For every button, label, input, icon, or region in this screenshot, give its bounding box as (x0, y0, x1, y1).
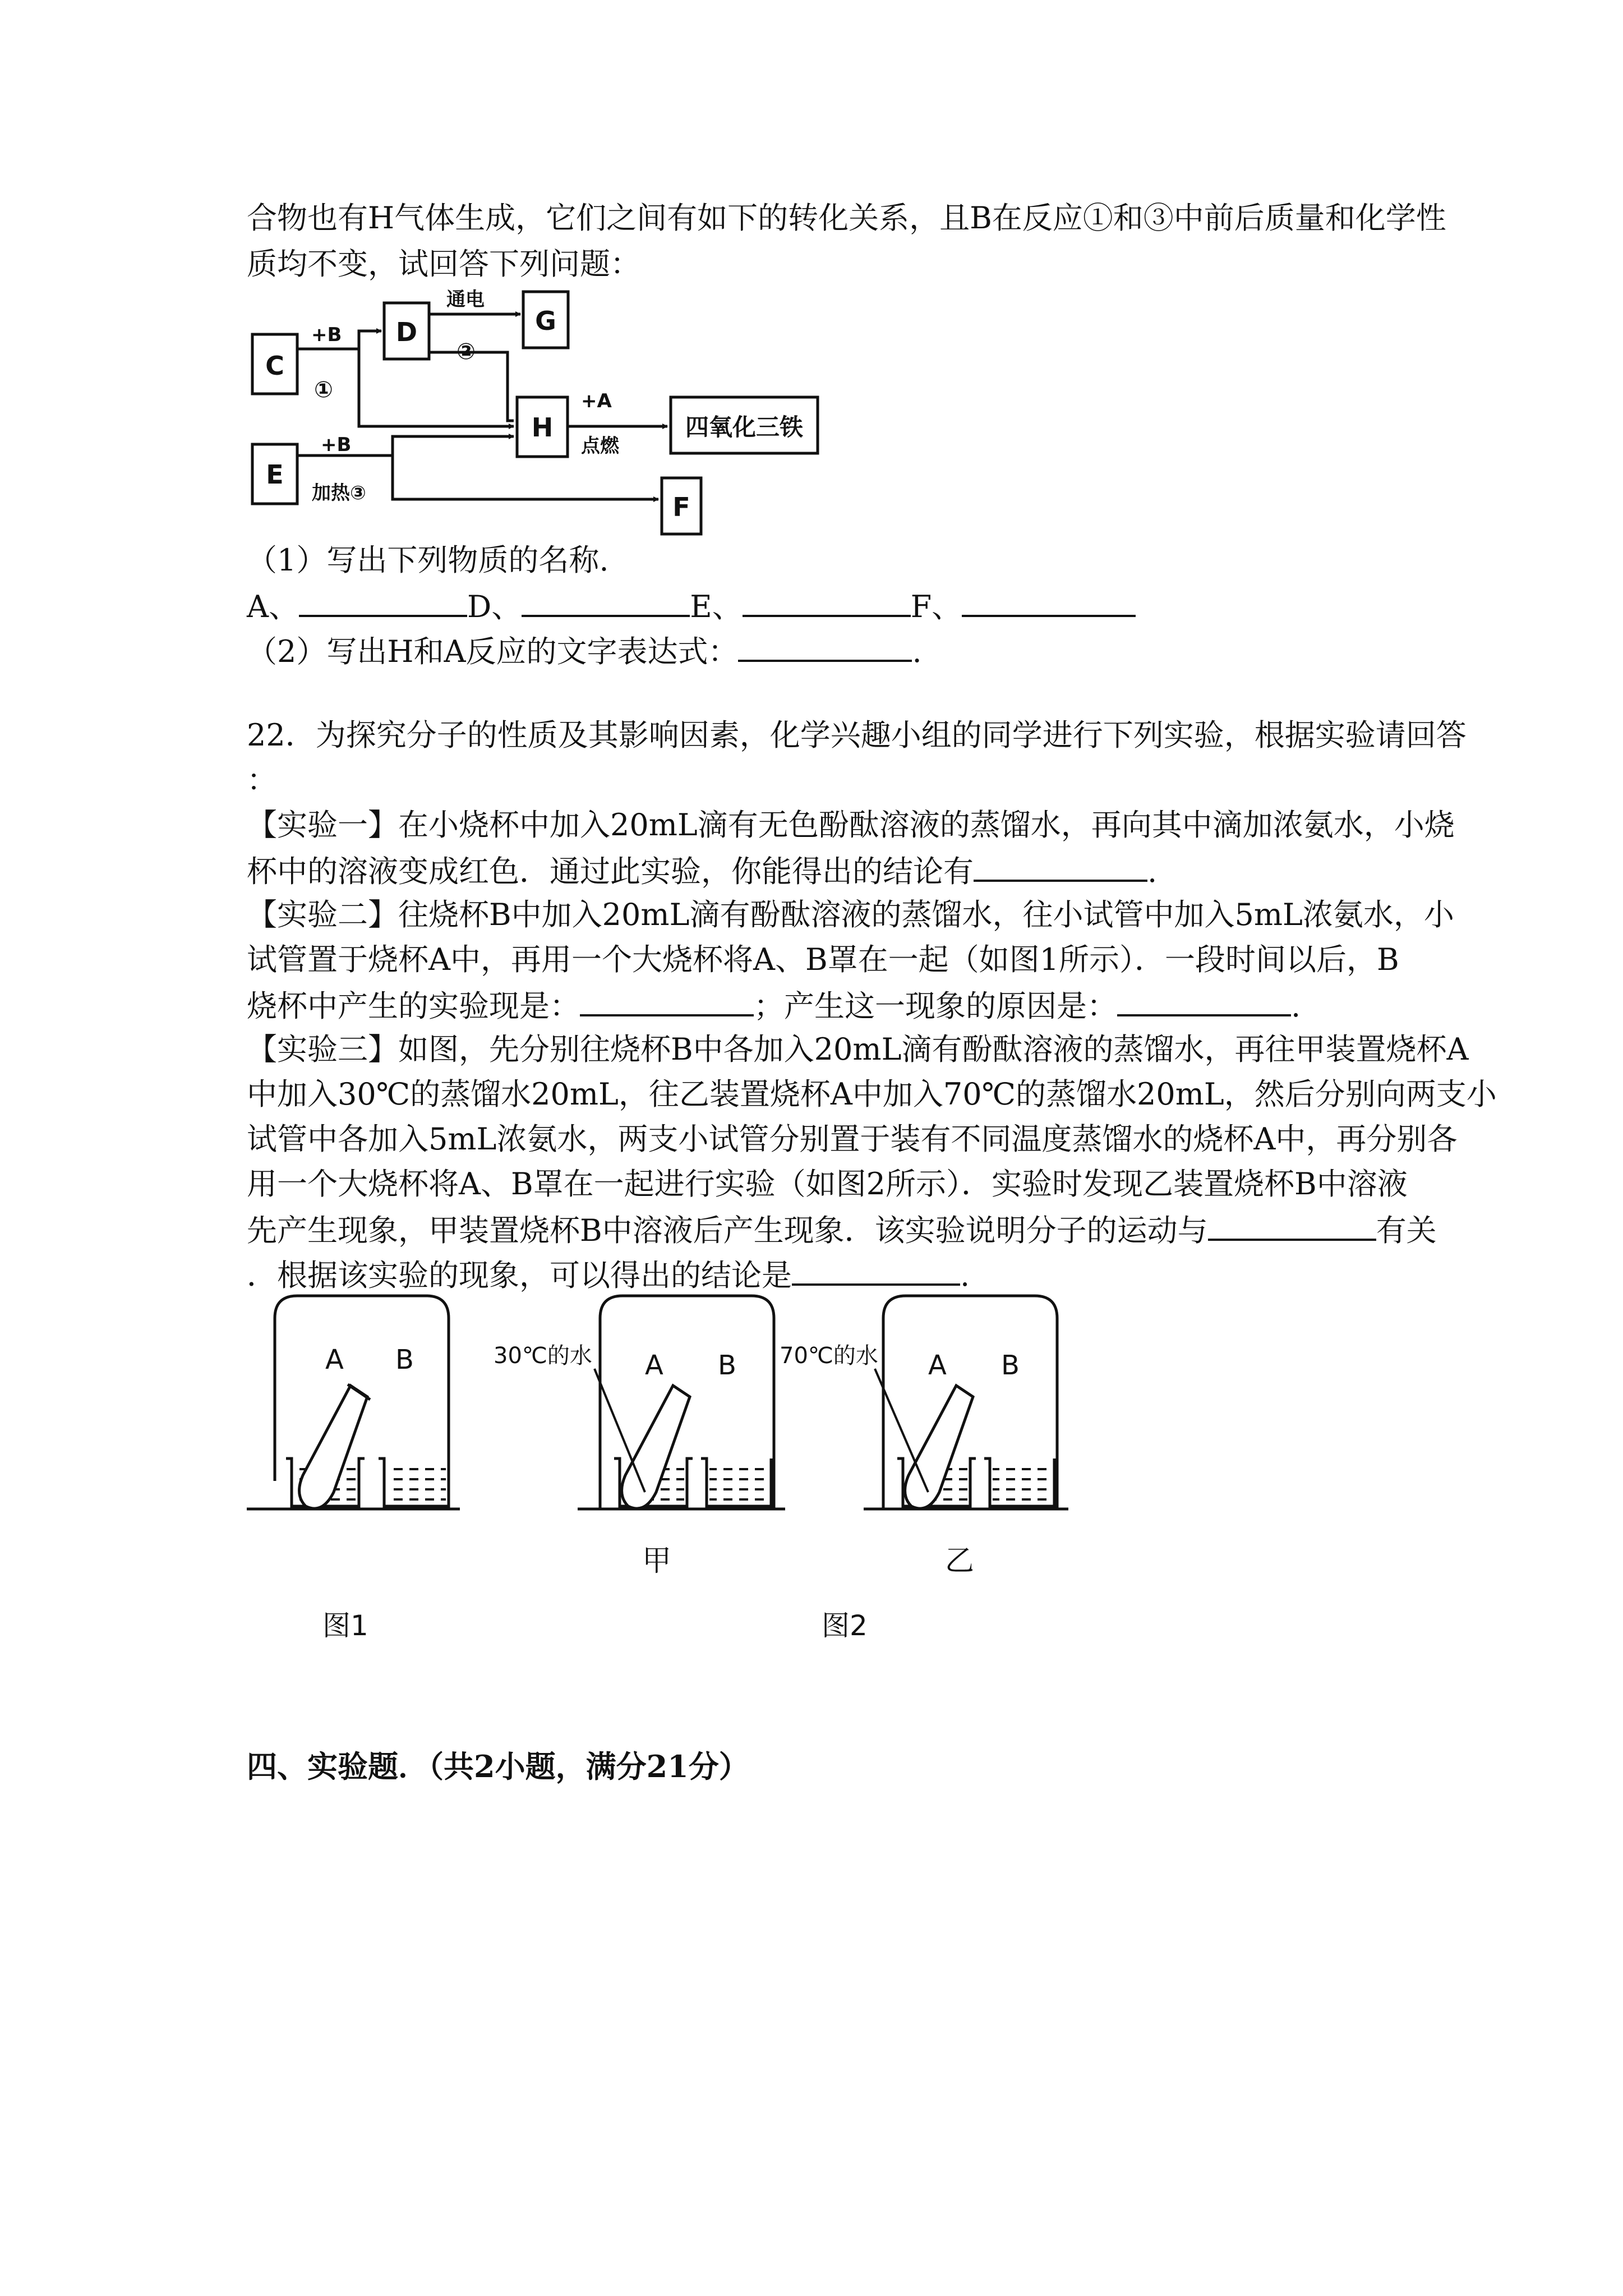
fig2-yi-water-label: 70℃的水 (780, 1343, 878, 1369)
fig2-yi-caption: 乙 (945, 1544, 975, 1578)
label-c: C (265, 351, 284, 381)
exp1-tag: 【实验一】 (247, 807, 398, 843)
exp3-line-4: 用一个大烧杯将A、B罩在一起进行实验（如图2所示）．实验时发现乙装置烧杯B中溶液 (247, 1166, 1408, 1202)
label-g: G (535, 306, 556, 336)
q2-prompt: （2）写出H和A反应的文字表达式： (247, 634, 739, 669)
label-step-2: ② (457, 339, 476, 365)
exp3-line-6: ．根据该实验的现象，可以得出的结论是 . (247, 1250, 1391, 1300)
q1-a-label: A、 (247, 589, 299, 624)
label-f: F (672, 492, 690, 522)
fig1-label-b: B (395, 1344, 414, 1375)
label-d: D (395, 317, 418, 347)
figure-1-apparatus (247, 1296, 460, 1509)
figure-2-yi-apparatus (864, 1296, 1068, 1509)
exp3-line-1: 【实验三】如图，先分别往烧杯B中各加入20mL滴有酚酞溶液的蒸馏水，再往甲装置烧杯A (247, 1032, 1469, 1067)
label-ignite: 点燃 (581, 435, 619, 457)
label-h: H (531, 412, 554, 443)
exp2-line-1: 【实验二】往烧杯B中加入20mL滴有酚酞溶液的蒸馏水，往小试管中加入5mL浓氨水，小 (247, 897, 1454, 932)
intro-line-1: 合物也有H气体生成，它们之间有如下的转化关系，且B在反应①和③中前后质量和化学性 (247, 200, 1446, 236)
fig1-caption: 图1 (322, 1609, 368, 1642)
exp2-line-2: 试管置于烧杯A中，再用一个大烧杯将A、B罩在一起（如图1所示）．一段时间以后，B (247, 942, 1399, 977)
label-product: 四氧化三铁 (685, 413, 804, 441)
figure-2-jia-apparatus (578, 1296, 785, 1509)
fig1-label-a: A (325, 1344, 344, 1375)
label-plus-a: +A (581, 390, 612, 412)
exp1-line-2: 杯中的溶液变成红色．通过此实验，你能得出的结论有 . (247, 846, 1391, 896)
label-step-1: ① (314, 377, 333, 403)
fig2-caption: 图2 (822, 1609, 868, 1642)
q22-line-2: ： (247, 762, 277, 798)
exp3-line-2: 中加入30℃的蒸馏水20mL，往乙装置烧杯A中加入70℃的蒸馏水20mL，然后分别向两支小 (247, 1076, 1497, 1112)
label-plus-b-1: +B (311, 324, 342, 346)
label-e: E (266, 459, 284, 490)
q1-prompt: （1）写出下列物质的名称. (247, 542, 609, 578)
exp2-line-3: 烧杯中产生的实验现是： ；产生这一现象的原因是： . (247, 981, 1391, 1030)
exp3-tag: 【实验三】 (247, 1032, 398, 1067)
exp3-line-3: 试管中各加入5mL浓氨水，两支小试管分别置于装有不同温度蒸馏水的烧杯A中，再分别各 (247, 1121, 1458, 1157)
exp3-line-5: 先产生现象，甲装置烧杯B中溶液后产生现象．该实验说明分子的运动与 有关 (247, 1205, 1391, 1255)
exp1-line-1: 【实验一】在小烧杯中加入20mL滴有无色酚酞溶液的蒸馏水，再向其中滴加浓氨水，小烧 (247, 807, 1455, 843)
fig2-jia-label-b: B (718, 1350, 736, 1381)
q22-line-1: 22．为探究分子的性质及其影响因素，化学兴趣小组的同学进行下列实验，根据实验请回答 (247, 717, 1467, 753)
label-plus-b-3: +B (321, 434, 352, 456)
q2-line: （2）写出H和A反应的文字表达式： . (247, 626, 1391, 676)
q1-f-label: F、 (910, 589, 962, 624)
fig2-jia-water-label: 30℃的水 (494, 1343, 592, 1369)
fig2-jia-caption: 甲 (642, 1544, 672, 1578)
fig2-yi-label-b: B (1001, 1350, 1020, 1381)
intro-line-2: 质均不变，试回答下列问题： (247, 246, 640, 282)
label-electrolysis: 通电 (446, 288, 485, 311)
fig2-yi-label-a: A (928, 1350, 947, 1381)
fig2-jia-label-a: A (645, 1350, 663, 1381)
label-heat-3: 加热③ (312, 482, 366, 504)
exp2-tag: 【实验二】 (247, 897, 398, 932)
q1-d-label: D、 (467, 589, 522, 624)
section-4-heading: 四、实验题．（共2小题，满分21分） (247, 1749, 749, 1784)
q1-e-label: E、 (690, 589, 743, 624)
